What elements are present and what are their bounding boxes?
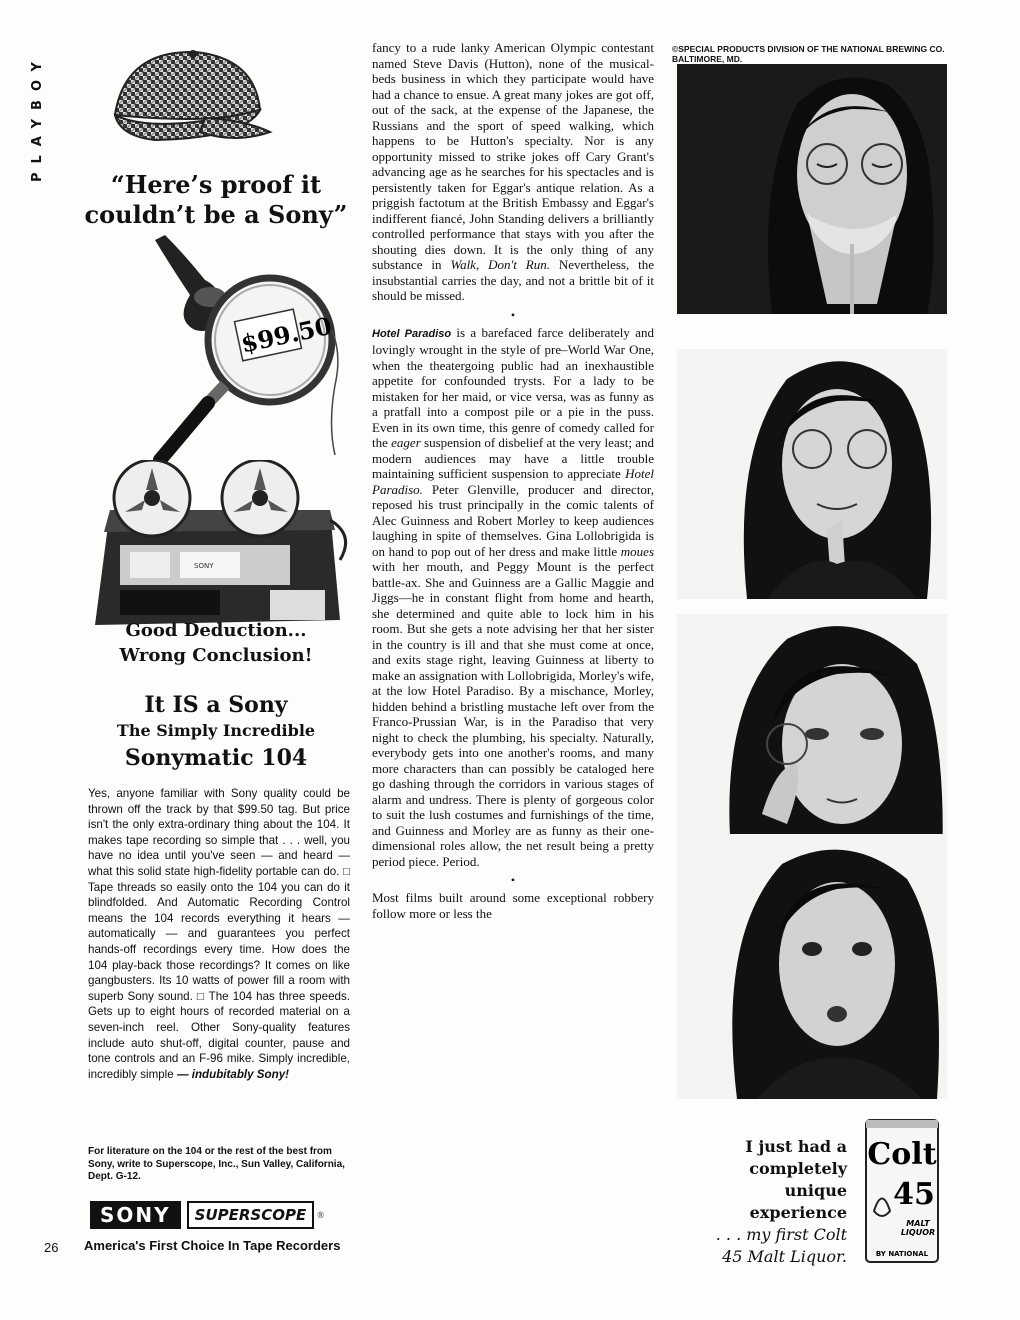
sony-logo: SONY	[90, 1201, 181, 1229]
film-title-walk-dont-run: Walk, Don't Run.	[450, 257, 550, 272]
paragraph-2-part-c: Peter Glenville, producer and director, reposed his trust principally in the comic talents of Alec Guinness and Robert Morley to keep audiences laughing in spite of themselves. Gina Lollobrigida is on hand to pop out of her dress and make little	[372, 481, 654, 559]
deduction-line-2: Wrong Conclusion!	[119, 645, 313, 666]
section-separator: •	[510, 873, 516, 887]
magazine-name: PLAYBOY	[30, 53, 45, 183]
simply-incredible: The Simply Incredible	[116, 721, 316, 740]
can-malt: MALT	[906, 1219, 930, 1228]
paragraph-1-end: Nevertheless, the insubstantial carries the day, and not a brittle bit of it should be missed.	[372, 257, 654, 303]
italic-eager: eager	[391, 435, 421, 450]
tape-recorder-image	[90, 460, 350, 640]
sony-headline: “Here’s proof it couldn’t be a Sony”	[84, 170, 348, 229]
can-brand: Colt	[867, 1137, 937, 1172]
price-tag: $99.50	[238, 310, 335, 359]
article-paragraph-2	[372, 325, 654, 870]
sony-sign-off: — indubitably Sony!	[176, 1067, 290, 1081]
woman-with-glasses-photo	[677, 614, 947, 864]
sony-tagline: America's First Choice In Tape Recorders	[84, 1238, 341, 1253]
deduction-line-1: Good Deduction...	[125, 620, 307, 641]
woman-tasting-glass-photo	[677, 64, 947, 314]
woman-surprised-photo	[677, 834, 947, 1099]
paragraph-2-part-d: with her mouth, and Peggy Mount is the perfect battle-ax. She and Guinness are a Gallic Maggie and Jiggs—he in constant flight from home and hearth, she determined and quite able to lock him in his room. But she gets a note advising her that her sister in the country is ill and that she must come at once, and exits stage right, leaving Guinness at liberty to make an assignation with Lollobrigida, Morley's wife, at the low Hotel Paradiso. By a mischance, Morley, hidden behind a bristling mustache left over from the Franco-Prussian War, is in the Paradiso that very night to check the plumbing, his specialty. Naturally, everybody gets into one another's rooms, and many more characters than can possibly be cataloged here go dashing through the corridors in various stages of alarm and undress. There is plenty of gorgeous color to suit the lush costumes and furnishings of the time, and Guinness and Morley are as funny as their one-dimensional roles allow, the net result being a pretty period piece. Period.	[372, 559, 654, 869]
superscope-logo: SUPERSCOPE	[187, 1201, 315, 1229]
woman-thinking-photo	[677, 349, 947, 599]
sony-advertisement	[80, 30, 352, 1265]
colt45-can-image	[862, 1116, 942, 1266]
article-column	[372, 40, 654, 1260]
recorder-brand-label: SONY	[194, 562, 214, 570]
deduction-heading	[80, 618, 352, 668]
sony-body-copy	[88, 786, 350, 1082]
article-paragraph-3: Most films built around some exceptional robbery follow more or less the	[372, 890, 654, 921]
deerstalker-hat-icon	[95, 40, 275, 150]
sony-body-text: Yes, anyone familiar with Sony quality could be thrown off the track by that $99.50 tag. But price isn't the only extra-ordinary thing about the 104. It makes tape recording so simple that . . . well, you have no idea until you've seen — and heard — what this solid state high-fidelity portable can do. □ Tape threads so easily onto the 104 you can do it blindfolded. And Automatic Recording Control means the 104 records everything it hears — automatically — and guarantees you perfect hands-off recordings every time. How does the 104 play-back those recordings? It comes on like gangbusters. Its 10 watts of power fill a room with superb Sony sound. □ The 104 has three speeds. Gets up to eight hours of recorded material on a seven-inch reel. Other Sony-quality features include auto shut-off, digital counter, pause and tone controls and an F-96 mike. Simply incredible, incredibly simple	[88, 787, 350, 1081]
can-liquor: LIQUOR	[900, 1228, 936, 1237]
can-brewer: BY NATIONAL	[875, 1250, 929, 1258]
paragraph-1-text: fancy to a rude lanky American Olympic contestant named Steve Davis (Hutton), none of the musical-beds business in which they participate would have had a chance to ensue. A great many jokes are got off, out of the sack, at the expense of the Japanese, the Russians and the sport of speed walking, which happens to be Hutton's specialty. Nor is any opportunity missed to strike jokes off Cary Grant's advancing age as he searches for his spectacles and is persistently taken for Eggar's antique relation. As a priggish factotum at the British Embassy and Eggar's indifferent fiancé, John Standing delivers a brilliantly controlled performance that stays with you after the shouting dies down. It is the only thing of any substance in	[372, 40, 654, 272]
colt-tagline-2: . . . my first Colt 45 Malt Liquor.	[715, 1225, 847, 1266]
paragraph-2-part-b: suspension of disbelief at the very least; and modern audiences may have a little trouble maintaining sufficient suspension to appreciate	[372, 435, 654, 481]
film-title-hotel-paradiso: Hotel Paradiso.	[372, 466, 654, 497]
product-heading	[80, 690, 352, 774]
colt-copyright: ©SPECIAL PRODUCTS DIVISION OF THE NATIONAL BREWING CO. BALTIMORE, MD.	[672, 44, 945, 64]
colt-tagline	[712, 1136, 847, 1268]
paragraph-2-part-a: is a barefaced farce deliberately and lovingly wrought in the style of pre–World War One, when the theatergoing public had an inexhaustible appetite for confounded trysts. For a lady to be mistaken for her maid, or vice versa, was as funny as a pratfall into a compost pile or a pie in the puss. Even in its own time, this genre of comedy called for the	[372, 324, 654, 450]
colt-tagline-1: I just had a completely unique experience	[745, 1137, 847, 1222]
page-number: 26	[44, 1240, 59, 1255]
article-paragraph-1	[372, 40, 654, 304]
model-name: Sonymatic 104	[124, 745, 308, 771]
section-separator: •	[510, 307, 516, 322]
pipe-and-magnifying-glass-icon	[130, 235, 345, 475]
can-number: 45	[893, 1177, 935, 1212]
it-is-a-sony: It IS a Sony	[144, 692, 288, 718]
review-title-hotel-paradiso: Hotel Paradiso	[372, 327, 452, 340]
literature-offer: For literature on the 104 or the rest of the best from Sony, write to Superscope, Inc., Sun Valley, California, Dept. G-12.	[88, 1146, 345, 1182]
registered-mark: ®	[317, 1210, 325, 1220]
colt45-advertisement	[672, 44, 962, 1279]
logo-row	[90, 1200, 345, 1230]
italic-moues: moues	[620, 543, 654, 559]
